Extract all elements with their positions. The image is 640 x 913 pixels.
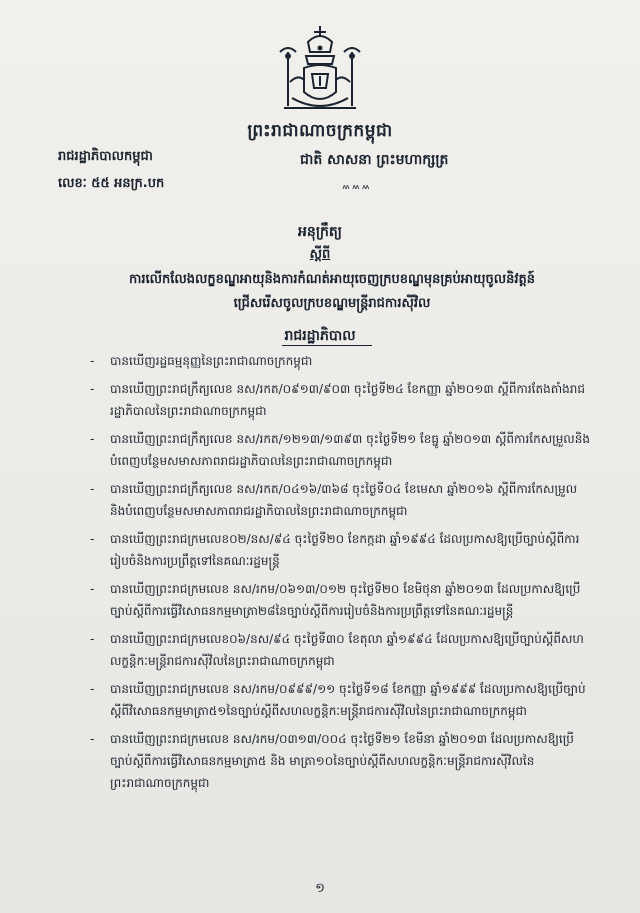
government-heading: រាជរដ្ឋាភិបាល [284,328,356,344]
list-item-text: បានឃើញព្រះរាជក្រមលេខ០៦/នស/៩៤ ចុះថ្ងៃទី៣០ ខែតុលា ឆ្នាំ១៩៩៤ ដែលប្រកាសឱ្យប្រើច្បាប់ស្ដីពីសហលក្ខន្តិកៈមន្ត្រីរាជការស៊ីវិលនៃព្រះរាជាណាចក្រកម្ពុជា [110,632,584,668]
document-about: ស្ដីពី [309,247,331,262]
motto-ornament: ៳៳៳ [342,179,372,192]
list-item: - បានឃើញរដ្ឋធម្មនុញ្ញនៃព្រះរាជាណាចក្រកម្ពុជា [110,350,590,372]
title-line: ការលើកលែងលក្ខខណ្ឌអាយុនិងការកំណត់អាយុចេញក្របខណ្ឌមុនគ្រប់អាយុចូលនិវត្តន៍ [128,272,536,287]
list-item-text: បានឃើញព្រះរាជក្រមលេខ នស/រកម/០៣១៣/០០៤ ចុះថ្ងៃទី២១ ខែមីនា ឆ្នាំ២០១៣ ដែលប្រកាសឱ្យប្រើច្បាប់ស្ដីពីការធ្វើវិសោធនកម្មមាត្រា៥ និង មាត្រា១០នៃច្បាប់ស្ដីពីសហលក្ខន្តិកៈមន្ត្រីរាជការស៊ីវិលនៃព្រះរាជាណាចក្រកម្ពុជា [110,732,574,790]
heading-underline [282,345,372,346]
list-item: - បានឃើញព្រះរាជក្រមលេខ០៦/នស/៩៤ ចុះថ្ងៃទី៣០ ខែតុលា ឆ្នាំ១៩៩៤ ដែលប្រកាសឱ្យប្រើច្បាប់ស្ដីពីសហលក្ខន្តិកៈមន្ត្រីរាជការស៊ីវិលនៃព្រះរាជាណាចក្រកម្ពុជា [110,628,590,672]
list-item-text: បានឃើញព្រះរាជក្រមលេខ នស/រកម/០៦១៣/០១២ ចុះថ្ងៃទី២០ ខែមិថុនា ឆ្នាំ២០១៣ ដែលប្រកាសឱ្យប្រើច្បាប់ស្ដីពីការធ្វើវិសោធនកម្មមាត្រា២៨នៃច្បាប់ស្ដីពីការរៀបចំនិងការប្រព្រឹត្តទៅនៃគណៈរដ្ឋមន្ត្រី [110,582,581,618]
page-number: ១ [315,881,325,896]
list-item-text: បានឃើញព្រះរាជក្រមលេខ០២/នស/៩៤ ចុះថ្ងៃទី២០ ខែកក្កដា ឆ្នាំ១៩៩៤ ដែលប្រកាសឱ្យប្រើច្បាប់ស្ដីពីការរៀបចំនិងការប្រព្រឹត្តទៅនៃគណៈរដ្ឋមន្ត្រី [110,532,580,568]
list-item-text: បានឃើញរដ្ឋធម្មនុញ្ញនៃព្រះរាជាណាចក្រកម្ពុជា [110,354,313,368]
list-item: - បានឃើញព្រះរាជក្រមលេខ នស/រកម/០៣១៣/០០៤ ចុះថ្ងៃទី២១ ខែមីនា ឆ្នាំ២០១៣ ដែលប្រកាសឱ្យប្រើច្បាប់ស្ដីពីការធ្វើវិសោធនកម្មមាត្រា៥ និង មាត្រា១០នៃច្បាប់ស្ដីពីសហលក្ខន្តិកៈមន្ត្រីរាជការស៊ីវិលនៃព្រះរាជាណាចក្រកម្ពុជា [110,728,590,794]
list-item-text: បានឃើញព្រះរាជក្រឹត្យលេខ នស/រកត/០៤១៦/៣៦៨ ចុះថ្ងៃទី០៤ ខែមេសា ឆ្នាំ២០១៦ ស្ដីពីការកែសម្រួលនិងបំពេញបន្ថែមសមាសភាពរាជរដ្ឋាភិបាលនៃព្រះរាជាណាចក្រកម្ពុជា [110,482,578,518]
list-item: - បានឃើញព្រះរាជក្រឹត្យលេខ នស/រកត/០៩១៣/៩០៣ ចុះថ្ងៃទី២៤ ខែកញ្ញា ឆ្នាំ២០១៣ ស្ដីពីការតែងតាំងរាជរដ្ឋាភិបាលនៃព្រះរាជាណាចក្រកម្ពុជា [110,378,590,422]
national-motto: ជាតិ សាសនា ព្រះមហាក្សត្រ [300,152,449,168]
list-item: - បានឃើញព្រះរាជក្រឹត្យលេខ នស/រកត/០៤១៦/៣៦៨ ចុះថ្ងៃទី០៤ ខែមេសា ឆ្នាំ២០១៦ ស្ដីពីការកែសម្រួលនិងបំពេញបន្ថែមសមាសភាពរាជរដ្ឋាភិបាលនៃព្រះរាជាណាចក្រកម្ពុជា [110,478,590,522]
list-item: - បានឃើញព្រះរាជក្រមលេខ០២/នស/៩៤ ចុះថ្ងៃទី២០ ខែកក្កដា ឆ្នាំ១៩៩៤ ដែលប្រកាសឱ្យប្រើច្បាប់ស្ដីពីការរៀបចំនិងការប្រព្រឹត្តទៅនៃគណៈរដ្ឋមន្ត្រី [110,528,590,572]
document-number: លេខៈ ៥៥ អនក្រ.បក [58,176,165,191]
list-item-text: បានឃើញព្រះរាជក្រឹត្យលេខ នស/រកត/០៩១៣/៩០៣ ចុះថ្ងៃទី២៤ ខែកញ្ញា ឆ្នាំ២០១៣ ស្ដីពីការតែងតាំងរាជរដ្ឋាភិបាលនៃព្រះរាជាណាចក្រកម្ពុជា [110,382,585,418]
list-item: - បានឃើញព្រះរាជក្រមលេខ នស/រកម/០៦១៣/០១២ ចុះថ្ងៃទី២០ ខែមិថុនា ឆ្នាំ២០១៣ ដែលប្រកាសឱ្យប្រើច្បាប់ស្ដីពីការធ្វើវិសោធនកម្មមាត្រា២៨នៃច្បាប់ស្ដីពីការរៀបចំនិងការប្រព្រឹត្តទៅនៃគណៈរដ្ឋមន្ត្រី [110,578,590,622]
document-type: អនុក្រឹត្យ [298,224,342,240]
list-item-text: បានឃើញព្រះរាជក្រមលេខ នស/រកម/០៩៩៩/១១ ចុះថ្ងៃទី១៨ ខែកញ្ញា ឆ្នាំ១៩៩៩ ដែលប្រកាសឱ្យប្រើច្បាប់ស្ដីពីវិសោធនកម្មមាត្រា៥១នៃច្បាប់ស្ដីពីសហលក្ខន្តិកៈមន្ត្រីរាជការស៊ីវិលនៃព្រះរាជាណាចក្រកម្ពុជា [110,682,586,718]
legal-basis-list [90,350,590,800]
ministry-name: រាជរដ្ឋាភិបាលកម្ពុជា [58,149,153,164]
list-item: - បានឃើញព្រះរាជក្រឹត្យលេខ នស/រកត/១២១៣/១៣៩៣ ចុះថ្ងៃទី២១ ខែធ្នូ ឆ្នាំ២០១៣ ស្ដីពីការកែសម្រួលនិងបំពេញបន្ថែមសមាសភាពរាជរដ្ឋាភិបាលនៃព្រះរាជាណាចក្រកម្ពុជា [110,428,590,472]
issuer-block [58,148,164,202]
document-title [82,268,582,316]
list-item: - បានឃើញព្រះរាជក្រមលេខ នស/រកម/០៩៩៩/១១ ចុះថ្ងៃទី១៨ ខែកញ្ញា ឆ្នាំ១៩៩៩ ដែលប្រកាសឱ្យប្រើច្បាប់ស្ដីពីវិសោធនកម្មមាត្រា៥១នៃច្បាប់ស្ដីពីសហលក្ខន្តិកៈមន្ត្រីរាជការស៊ីវិលនៃព្រះរាជាណាចក្រកម្ពុជា [110,678,590,722]
kingdom-name: ព្រះរាជាណាចក្រកម្ពុជា [247,121,393,141]
list-item-text: បានឃើញព្រះរាជក្រឹត្យលេខ នស/រកត/១២១៣/១៣៩៣ ចុះថ្ងៃទី២១ ខែធ្នូ ឆ្នាំ២០១៣ ស្ដីពីការកែសម្រួលនិងបំពេញបន្ថែមសមាសភាពរាជរដ្ឋាភិបាលនៃព្រះរាជាណាចក្រកម្ពុជា [110,432,590,468]
royal-coat-of-arms-icon [270,22,370,114]
title-line: ជ្រើសរើសចូលក្របខណ្ឌមន្ត្រីរាជការស៊ីវិល [233,296,431,311]
